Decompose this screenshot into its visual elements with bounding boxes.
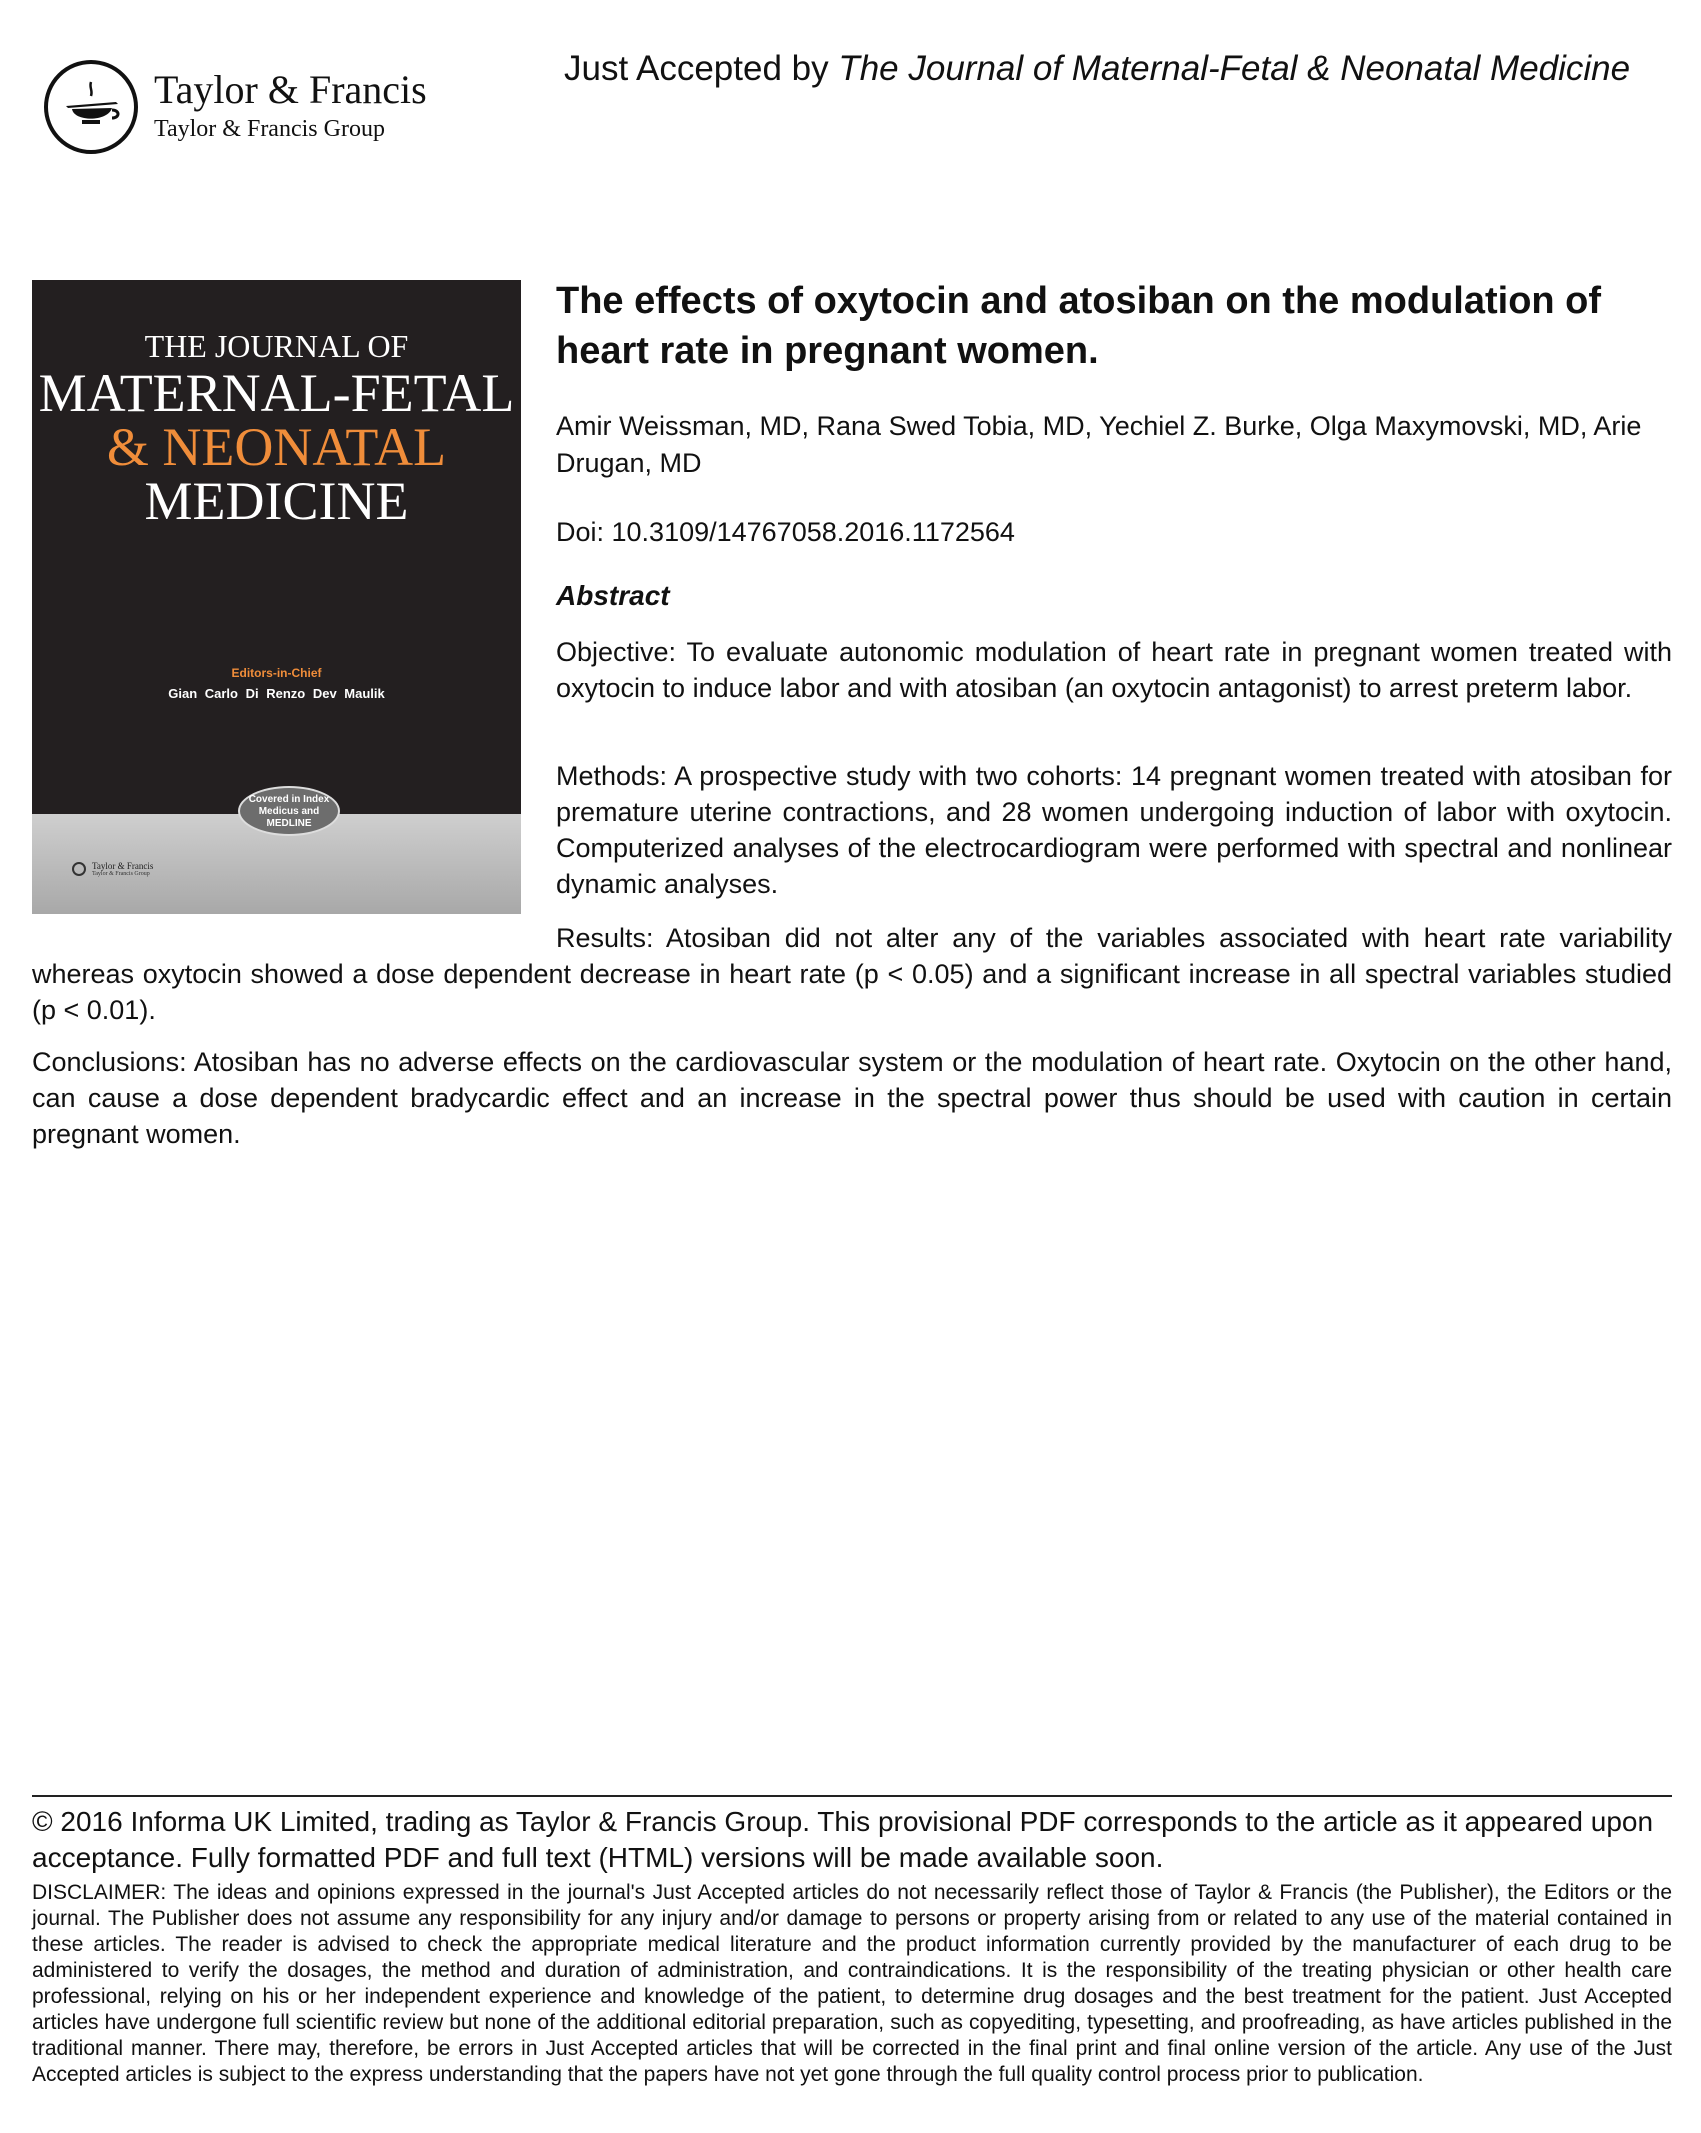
cover-publisher-name: Taylor & Francis [92, 861, 154, 871]
lamp-icon [44, 60, 138, 154]
abstract-conclusions: Conclusions: Atosiban has no adverse effects on the cardiovascular system or the modulation of heart rate. Oxytocin on the other hand, can cause a dose dependent bradycardic effect and an increase in the spectral power thus should be used with caution in certain pregnant women. [32, 1047, 1672, 1149]
just-accepted-banner [564, 46, 1664, 91]
cover-title-line-1: THE JOURNAL OF [144, 328, 409, 364]
disclaimer: DISCLAIMER: The ideas and opinions expressed in the journal's Just Accepted articles do not necessarily reflect those of Taylor & Francis (the Publisher), the Editors or the journal. The Publisher does not assume any responsibility for any injury and/or damage to persons or property arising from or related to any use of the material contained in these articles. The reader is advised to check the appropriate medical literature and the product information currently provided by the manufacturer of each drug to be administered to verify the dosages, the method and duration of administration, and contraindications. It is the responsibility of the treating physician or other health care professional, relying on his or her independent experience and knowledge of the patient, to determine drug dosages and the best treatment for the patient. Just Accepted articles have undergone full scientific review but none of the additional editorial preparation, such as copyediting, typesetting, and proofreading, as have articles published in the traditional manner. There may, therefore, be errors in Just Accepted articles that will be corrected in the final print and final online version of the article. Any use of the Just Accepted articles is subject to the express understanding that the papers have not yet gone through the full quality control process prior to publication. [32, 1881, 1672, 2086]
publisher-logo [44, 60, 444, 160]
cover-title-line-2: MATERNAL-FETAL [38, 363, 515, 423]
publisher-name: Taylor & Francis [154, 67, 427, 112]
abstract-methods: Methods: A prospective study with two cohorts: 14 pregnant women treated with atosiban for premature uterine contractions, and 28 women undergoing induction of labor with oxytocin. Computerized analyses of the electrocardiogram were performed with spectral and nonlinear dynamic analyses. [556, 761, 1672, 899]
journal-name: The Journal of Maternal-Fetal & Neonatal Medicine [838, 49, 1631, 88]
article-authors: Amir Weissman, MD, Rana Swed Tobia, MD, Yechiel Z. Burke, Olga Maxymovski, MD, Arie Drugan, MD [556, 411, 1642, 478]
cover-publisher-logo [72, 860, 192, 880]
cover-title-line-4: MEDICINE [144, 471, 409, 531]
publisher-group: Taylor & Francis Group [154, 116, 385, 142]
just-accepted-prefix: Just Accepted by [564, 49, 839, 88]
cover-publisher-group: Taylor & Francis Group [92, 871, 150, 877]
cover-title-line-3: & NEONATAL [106, 417, 447, 477]
journal-cover [32, 280, 521, 914]
abstract-heading: Abstract [556, 580, 670, 611]
copyright-notice: © 2016 Informa UK Limited, trading as Taylor & Francis Group. This provisional PDF corresponds to the article as it appeared upon acceptance. Fully formatted PDF and full text (HTML) versions will be made available soon. [32, 1806, 1654, 1873]
article-title: The effects of oxytocin and atosiban on the modulation of heart rate in pregnant women. [556, 280, 1602, 372]
footer-divider [32, 1795, 1672, 1797]
abstract-results: Results: Atosiban did not alter any of the variables associated with heart rate variability whereas oxytocin showed a dose dependent decrease in heart rate (p < 0.05) and a significant increase in all spectral variables studied (p < 0.01). [32, 923, 1672, 1025]
cover-editors: Gian Carlo Di Renzo Dev Maulik [168, 686, 385, 701]
abstract-objective: Objective: To evaluate autonomic modulation of heart rate in pregnant women treated with oxytocin to induce labor and with atosiban (an oxytocin antagonist) to arrest preterm labor. [556, 637, 1672, 703]
cover-badge: Covered in Index Medicus and MEDLINE [238, 786, 340, 836]
lamp-icon [72, 862, 86, 876]
cover-editors-label: Editors-in-Chief [231, 666, 322, 680]
article-doi: Doi: 10.3109/14767058.2016.1172564 [556, 517, 1015, 547]
